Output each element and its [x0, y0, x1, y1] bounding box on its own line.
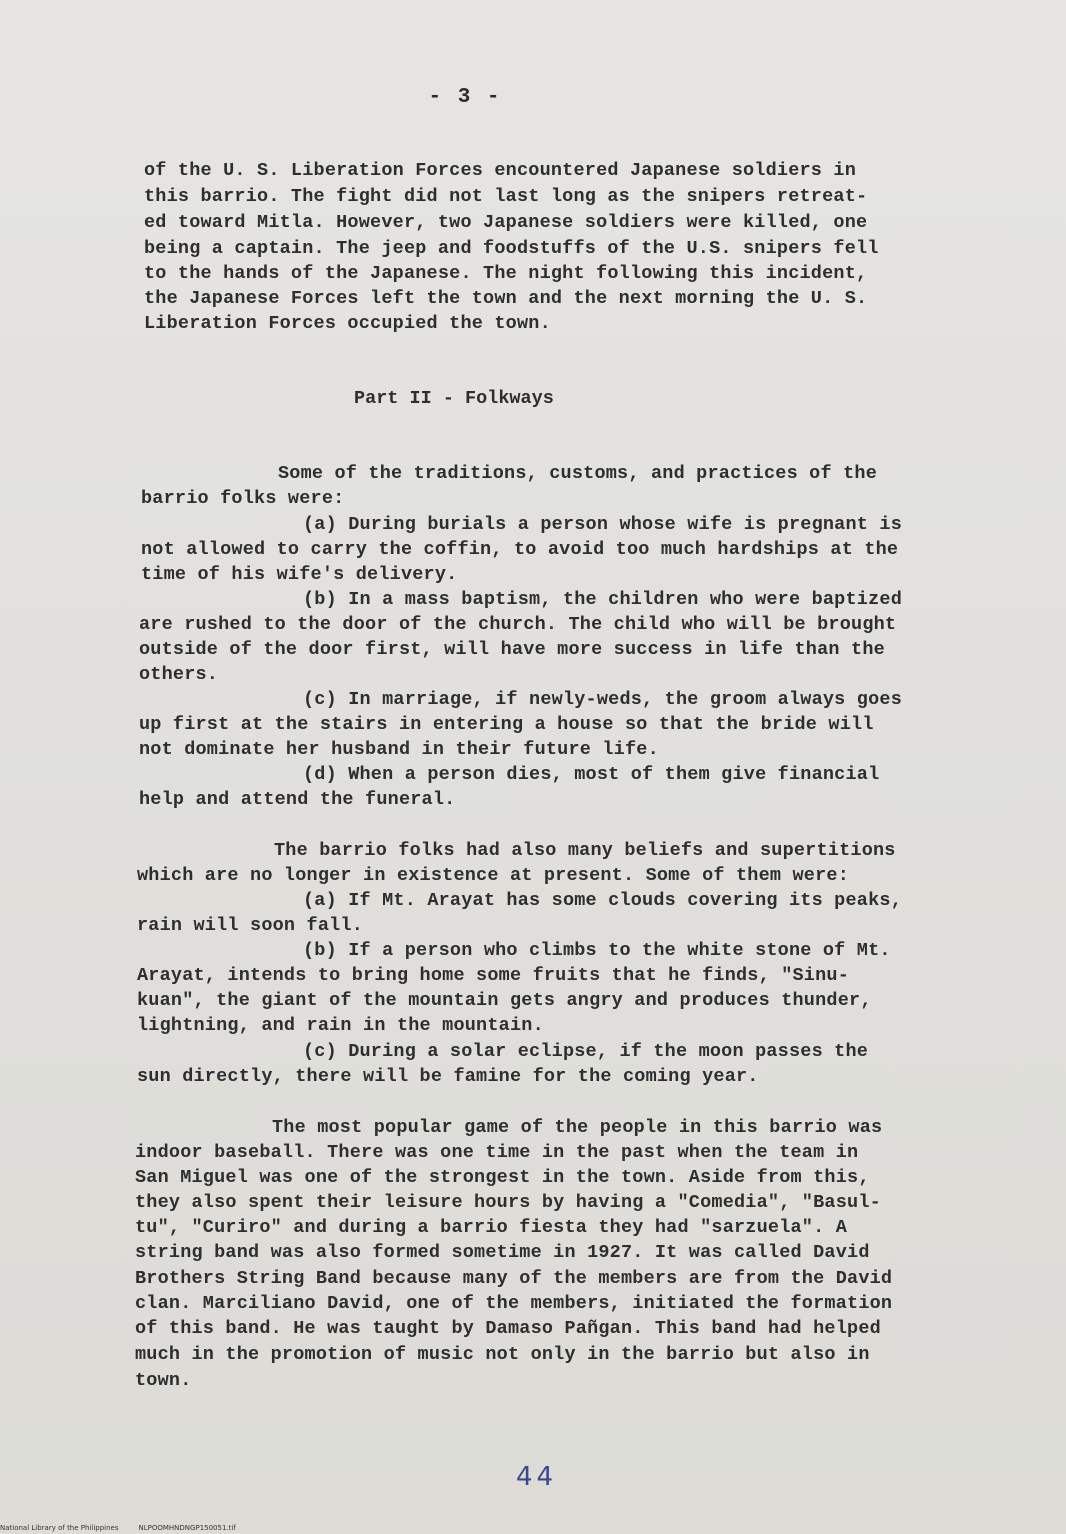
text-line: not dominate her husband in their future life.	[139, 739, 659, 760]
text-line: string band was also formed sometime in 1927. It was called David	[135, 1242, 870, 1263]
text-line: Liberation Forces occupied the town.	[144, 313, 551, 334]
text-line: (c) During a solar eclipse, if the moon passes the	[303, 1041, 869, 1062]
scan-footer	[0, 1524, 256, 1532]
text-line: the Japanese Forces left the town and the next morning the U. S.	[144, 288, 868, 309]
text-line: San Miguel was one of the strongest in the town. Aside from this,	[135, 1167, 870, 1188]
text-line: time of his wife's delivery.	[141, 564, 458, 585]
text-line: being a captain. The jeep and foodstuffs of the U.S. snipers fell	[144, 238, 879, 259]
text-line: (d) When a person dies, most of them give financial	[303, 764, 880, 785]
text-line: barrio folks were:	[141, 488, 345, 509]
text-line: (b) In a mass baptism, the children who were baptized	[303, 589, 902, 610]
page-number: - 3 -	[428, 86, 502, 109]
text-line: Some of the traditions, customs, and practices of the	[278, 463, 877, 484]
text-line: indoor baseball. There was one time in the past when the team in	[135, 1142, 859, 1163]
text-line: The barrio folks had also many beliefs and supertitions	[274, 840, 896, 861]
text-line: up first at the stairs in entering a house so that the bride will	[139, 714, 874, 735]
text-line: Arayat, intends to bring home some fruits that he finds, "Sinu-	[137, 965, 850, 986]
text-line: sun directly, there will be famine for the coming year.	[137, 1066, 759, 1087]
text-line: not allowed to carry the coffin, to avoid too much hardships at the	[141, 539, 899, 560]
footer-filename: NLPOOMHNDNGP150051.tif	[138, 1524, 236, 1532]
text-line: much in the promotion of music not only in the barrio but also in	[135, 1344, 870, 1365]
text-line: Brothers String Band because many of the members are from the David	[135, 1268, 893, 1289]
text-line: The most popular game of the people in this barrio was	[272, 1117, 883, 1138]
text-line: lightning, and rain in the mountain.	[137, 1015, 544, 1036]
text-line: are rushed to the door of the church. The child who will be brought	[139, 614, 897, 635]
text-line: ed toward Mitla. However, two Japanese soldiers were killed, one	[144, 212, 868, 233]
text-line: clan. Marciliano David, one of the members, initiated the formation	[135, 1293, 893, 1314]
text-line: (a) During burials a person whose wife is pregnant is	[303, 514, 902, 535]
text-line: to the hands of the Japanese. The night following this incident,	[144, 263, 868, 284]
text-line: rain will soon fall.	[137, 915, 364, 936]
text-line: kuan", the giant of the mountain gets angry and produces thunder,	[137, 990, 872, 1011]
footer-library: National Library of the Philippines	[0, 1524, 119, 1532]
text-line: help and attend the funeral.	[139, 789, 456, 810]
text-line: (c) In marriage, if newly-weds, the groom always goes	[303, 689, 902, 710]
text-line: of this band. He was taught by Damaso Pañgan. This band had helped	[135, 1318, 881, 1339]
text-line: which are no longer in existence at present. Some of them were:	[137, 865, 850, 886]
text-line: tu", "Curiro" and during a barrio fiesta they had "sarzuela". A	[135, 1217, 848, 1238]
text-line: of the U. S. Liberation Forces encountered Japanese soldiers in	[144, 160, 857, 181]
section-heading: Part II - Folkways	[354, 388, 554, 409]
text-line: they also spent their leisure hours by having a "Comedia", "Basul-	[135, 1192, 881, 1213]
text-line: (a) If Mt. Arayat has some clouds covering its peaks,	[303, 890, 902, 911]
text-line: others.	[139, 664, 219, 685]
text-line: outside of the door first, will have more success in life than the	[139, 639, 885, 660]
text-line: (b) If a person who climbs to the white stone of Mt.	[303, 940, 891, 961]
text-line: town.	[135, 1370, 192, 1391]
handwritten-page-number: 44	[516, 1462, 558, 1492]
text-line: this barrio. The fight did not last long as the snipers retreat-	[144, 186, 868, 207]
